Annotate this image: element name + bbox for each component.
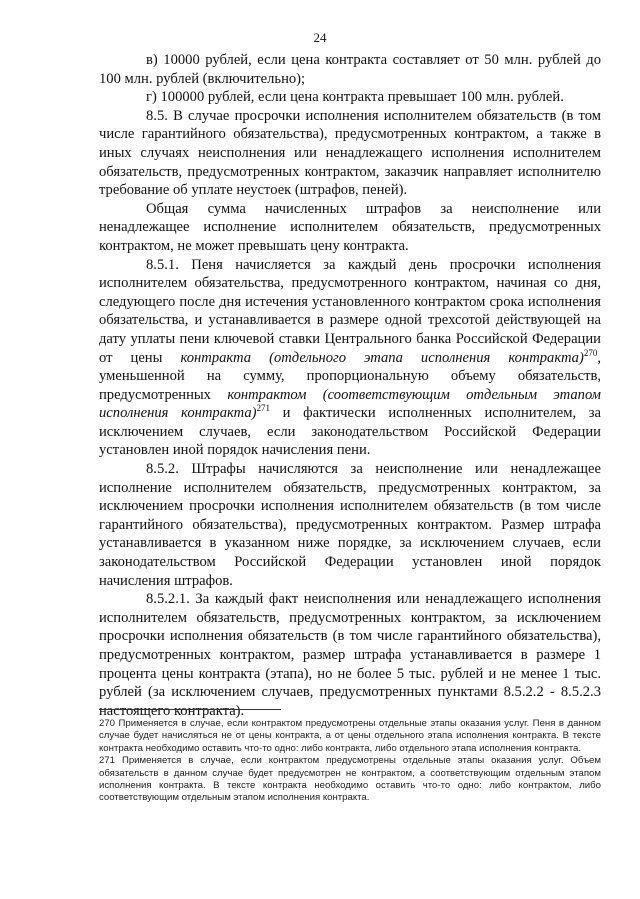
footnote-ref-270[interactable]: 270 <box>583 347 598 358</box>
italic-run: контрактом (соответствующим отдельным этапом исполнения контракта) <box>99 386 602 422</box>
text-run: , уменьшенной на сумму, пропорциональную объему обязательств, предусмотренных <box>99 349 601 403</box>
paragraph-8-5-1 <box>99 256 601 461</box>
text-run: и фактически исполненных исполнителем, за исключением случаев, если законодательством Российской Федерации установлен иной порядок начисления пени. <box>99 405 601 459</box>
text-run: 8.5.1. Пеня начисляется за каждый день просрочки исполнения исполнителем обязательства, предусмотренного контрактом, начиная со дня, следующего после дня истечения установленного контрактом срока исполнения обязательства, и устанавливается в размере одной трехсотой действующей на дату уплаты пени ключевой ставки Центрального банка Российской Федерации от цены <box>99 256 601 366</box>
paragraph-8-5-2-1: 8.5.2.1. За каждый факт неисполнения или ненадлежащего исполнения исполнителем обязательств, предусмотренных контрактом, за исключением просрочки исполнения обязательств (в том числе гарантийного обязательства), предусмотренных контрактом, размер штрафа устанавливается в размере 1 процента цены контракта (этапа), но не более 5 тыс. рублей и не менее 1 тыс. рублей (за исключением случаев, предусмотренных пунктами 8.5.2.2 - 8.5.2.3 настоящего контракта). <box>99 591 601 719</box>
footnote-divider <box>99 709 281 710</box>
footnote-271: 271 Применяется в случае, если контрактом предусмотрены отдельные этапы оказания услуг. Объем обязательств в данном случае будет предусмотрен не контрактом, а соответствующим отдельным этапом исполнения контракта. В тексте контракта необходимо оставить что-то одно: либо контрактом, либо соответствующим отдельным этапом исполнения контракта. <box>99 755 601 804</box>
footnote-270: 270 Применяется в случае, если контрактом предусмотрены отдельные этапы оказания услуг. Пеня в данном случае будет начисляться не от цены контракта, а от цены отдельного этапа исполнения контракта. В тексте контракта необходимо оставить что-то одно: либо контракта, либо отдельного этапа исполнения контракта. <box>99 718 601 754</box>
page-number: 24 <box>313 30 327 45</box>
paragraph-8-5-2: 8.5.2. Штрафы начисляются за неисполнение или ненадлежащее исполнение исполнителем обязательств, предусмотренных контрактом, за исключением просрочки исполнения исполнителем обязательств (в том числе гарантийного обязательства), предусмотренных контрактом. Размер штрафа устанавливается в указанном ниже порядке, за исключением случаев, если законодательством Российской Федерации установлен иной порядок начисления штрафов. <box>99 461 601 589</box>
italic-run: контракта (отдельного этапа исполнения контракта) <box>180 349 584 366</box>
paragraph-8-5: 8.5. В случае просрочки исполнения исполнителем обязательств (в том числе гарантийного обязательства), предусмотренных контрактом, а также в иных случаях неисполнения или ненадлежащего исполнения исполнителем обязательств, предусмотренных контрактом, заказчик направляет исполнителю требование об уплате неустоек (штрафов, пеней). <box>99 107 601 199</box>
paragraph-total-fines: Общая сумма начисленных штрафов за неисполнение или ненадлежащее исполнение исполнителем обязательств, предусмотренных контрактом, не может превышать цену контракта. <box>99 200 601 254</box>
body-text <box>99 51 601 720</box>
paragraph-price-over-100: г) 100000 рублей, если цена контракта превышает 100 млн. рублей. <box>146 89 564 106</box>
footnotes <box>99 718 601 805</box>
footnote-ref-271[interactable]: 271 <box>256 403 271 414</box>
paragraph-price-50-100: в) 10000 рублей, если цена контракта составляет от 50 млн. рублей до 100 млн. рублей (включительно); <box>99 52 601 87</box>
